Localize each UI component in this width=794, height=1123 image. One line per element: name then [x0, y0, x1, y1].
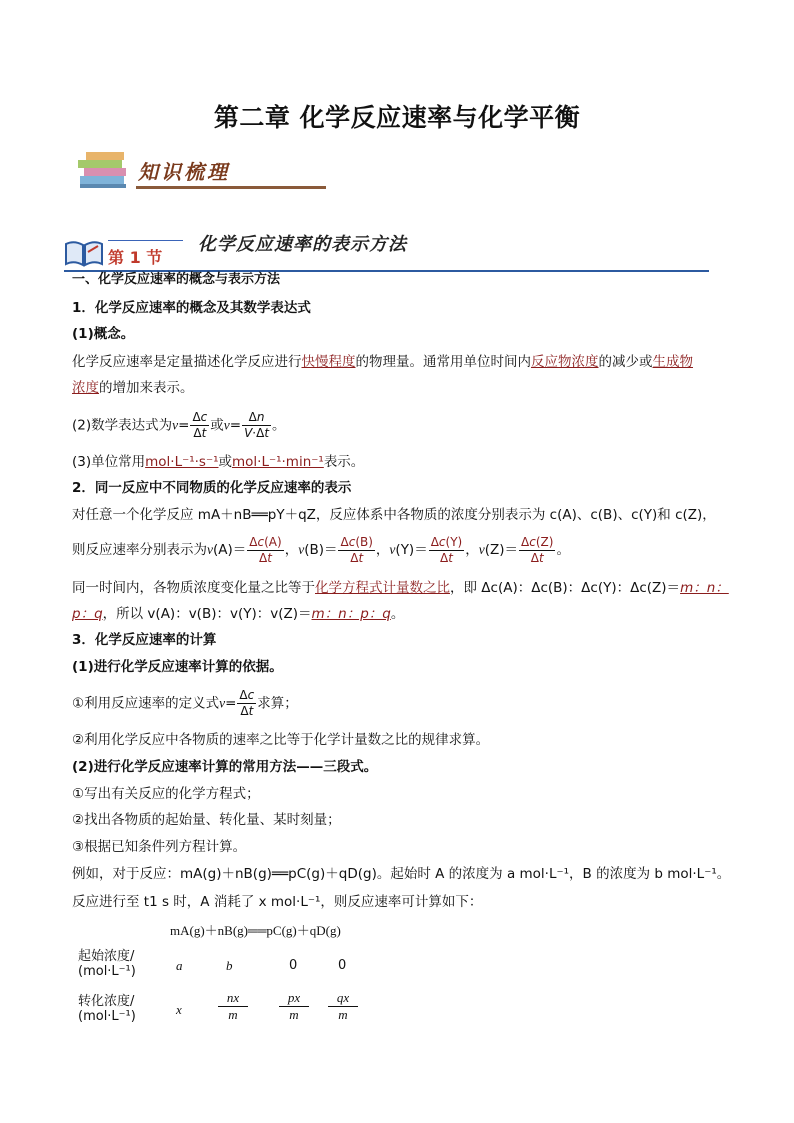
- row2-label-1: 转化浓度/: [78, 994, 135, 1009]
- calc-item2: ②利用化学反应中各物质的速率之比等于化学计量数之比的规律求算。: [72, 732, 490, 748]
- example-line1: 例如，对于反应：mA(g)＋nB(g)══pC(g)＋qD(g)。起始时 A 的浓度为 a mol·L⁻¹，B 的浓度为 b mol·L⁻¹。: [72, 866, 731, 882]
- heading-1: 1．化学反应速率的概念及其数学表达式: [72, 300, 311, 316]
- concept-line1: 化学反应速率是定量描述化学反应进行快慢程度的物理量。通常用单位时间内反应物浓度的减少或生成物: [72, 354, 693, 370]
- section-number: 第 1 节: [108, 248, 163, 267]
- concept-label: (1)概念。: [72, 326, 135, 342]
- open-book-icon: [64, 238, 104, 268]
- row2-x: x: [176, 1002, 182, 1017]
- section-title: 化学反应速率的表示方法: [198, 234, 407, 255]
- row1-value: 0: [289, 958, 298, 973]
- unit-line: (3)单位常用mol·L⁻¹·s⁻¹或mol·L⁻¹·min⁻¹表示。: [72, 454, 365, 470]
- heading-3: 3．化学反应速率的计算: [72, 632, 217, 648]
- calc-step2: ②找出各物质的起始量、转化量、某时刻量；: [72, 812, 341, 828]
- table-equation: mA(g)＋nB(g)══pC(g)＋qD(g): [170, 923, 341, 938]
- concept-line2: 浓度的增加来表示。: [72, 380, 194, 396]
- calc-step1: ①写出有关反应的化学方程式；: [72, 786, 260, 802]
- books-icon: [76, 146, 136, 192]
- rate-line2: 则反应速率分别表示为v(A)＝ $\frac{\Delta c(A)}{\Delta t}$ ，v(B)＝ $\frac{\Delta c(B)}{\Delta t}$ ，v(Y)＝ $\frac{\Delta c(Y)}{\Delta t}$ ，v(Z)＝ $\frac{\Delta c(Z)}{\Delta t}$ 。: [72, 534, 570, 565]
- banner-label: 知识梳理: [138, 160, 230, 184]
- row2-fraction: nx m: [218, 990, 248, 1023]
- ratio-line1: 同一时间内，各物质浓度变化量之比等于化学方程式计量数之比，即 Δc(A)：Δc(B)：Δc(Y)：Δc(Z)＝m：n：: [72, 580, 729, 596]
- example-line2: 反应进行至 t1 s 时，A 消耗了 x mol·L⁻¹，则反应速率可计算如下：: [72, 894, 483, 910]
- row1-value: a: [176, 958, 183, 973]
- calc-sub2: (2)进行化学反应速率计算的常用方法——三段式。: [72, 759, 378, 775]
- knowledge-banner: [76, 146, 256, 192]
- row2-label-2: (mol·L⁻¹): [78, 1009, 136, 1024]
- expression-line: (2)数学表达式为v= $\frac{\Delta c}{\Delta t}$ 或v= $\frac{\Delta n}{V\cdot\Delta t}$ 。: [72, 410, 286, 440]
- calc-item1: ①利用反应速率的定义式v= $\frac{\Delta c}{\Delta t}$ 求算；: [72, 688, 298, 718]
- page-title: 第二章 化学反应速率与化学平衡: [213, 103, 581, 132]
- row2-fraction: qx m: [328, 990, 358, 1023]
- section-header: [64, 228, 709, 274]
- heading-part1: 一、化学反应速率的概念与表示方法: [72, 272, 281, 287]
- ratio-line2: p：q，所以 v(A)：v(B)：v(Y)：v(Z)＝m：n：p：q。: [72, 606, 405, 622]
- rate-line1: 对任意一个化学反应 mA＋nB══pY＋qZ，反应体系中各物质的浓度分别表示为 c(A)、c(B)、c(Y)和 c(Z)，: [72, 507, 716, 523]
- row1-label-2: (mol·L⁻¹): [78, 964, 136, 979]
- row1-label-1: 起始浓度/: [78, 949, 135, 964]
- calc-step3: ③根据已知条件列方程计算。: [72, 839, 247, 855]
- row2-fraction: px m: [279, 990, 309, 1023]
- section-short-rule: [108, 240, 183, 241]
- heading-2: 2．同一反应中不同物质的化学反应速率的表示: [72, 480, 352, 496]
- row1-value: 0: [338, 958, 347, 973]
- calc-sub1: (1)进行化学反应速率计算的依据。: [72, 659, 283, 675]
- banner-underline: [136, 186, 326, 189]
- row1-value: b: [226, 958, 233, 973]
